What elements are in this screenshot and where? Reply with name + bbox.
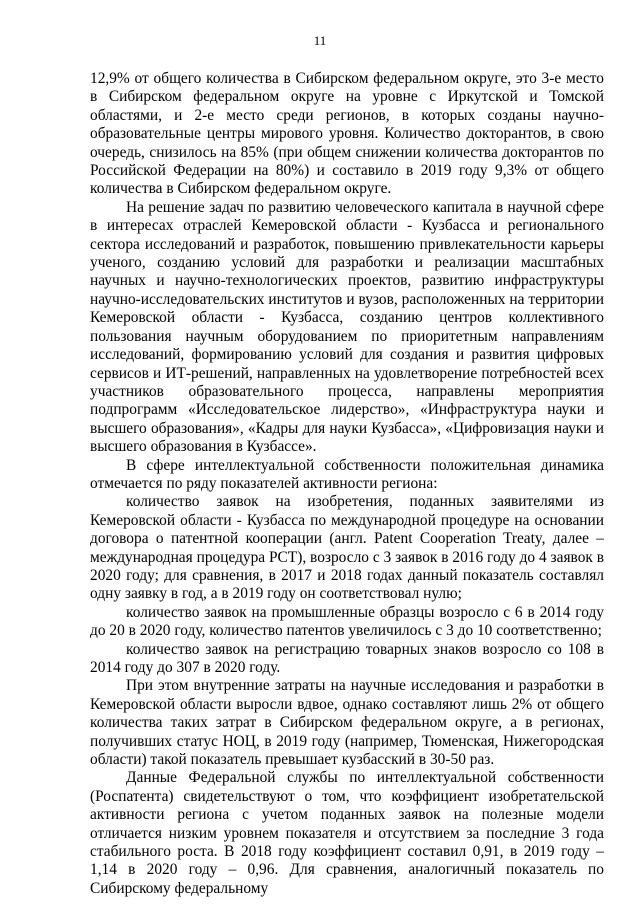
paragraph-doctoral-stats: 12,9% от общего количества в Сибирском федеральном округе, это 3-е место в Сибирском федеральном округе на уровне с Иркутской и Томской областями, и 2-е место среди регионов, в которых созданы научно-образовательные центры мирового уровня. Количество докторантов, в свою очередь, снизилось на 85% (при общем снижении количества докторантов по Российской Федерации на 80%) и составило в 2019 году 9,3% от общего количества в Сибирском федеральном округе. — [90, 70, 604, 198]
paragraph-human-capital: На решение задач по развитию человеческого капитала в научной сфере в интересах отраслей Кемеровской области - Кузбасса и регионального сектора исследований и разработок, повышению привлекательности карьеры ученого, созданию условий для разработки и реализации масштабных научных и научно-технологических проектов, развитию инфраструктуры научно-исследовательских институтов и вузов, расположенных на территории Кемеровской области - Кузбасса, созданию центров коллективного пользования научным оборудованием по приоритетным направлениям исследований, формированию условий для создания и развития цифровых сервисов и ИТ-решений, направленных на удовлетворение потребностей всех участников образовательного процесса, направлены мероприятия подпрограмм «Исследовательское лидерство», «Инфраструктура науки и высшего образования», «Кадры для науки Кузбасса», «Цифровизация науки и высшего образования в Кузбассе». — [90, 198, 604, 456]
page-number: 11 — [313, 33, 327, 48]
paragraph-trademarks: количество заявок на регистрацию товарных знаков возросло со 108 в 2014 году до 307 в 2020 году. — [90, 640, 604, 676]
paragraph-rd-expenditure: При этом внутренние затраты на научные исследования и разработки в Кемеровской области выросли вдвое, однако составляют лишь 2% от общего количества таких затрат в Сибирском федеральном округе, а в регионах, получивших статус НОЦ, в 2019 году (например, Тюменская, Нижегородская области) такой показатель превышает кузбасский в 30-50 раз. — [90, 677, 604, 769]
paragraph-industrial-designs: количество заявок на промышленные образцы возросло с 6 в 2014 году до 20 в 2020 году, количество патентов увеличилось с 3 до 10 соответственно; — [90, 603, 604, 640]
document-body — [90, 70, 604, 898]
paragraph-ip-intro: В сфере интеллектуальной собственности положительная динамика отмечается по ряду показателей активности региона: — [90, 456, 604, 492]
paragraph-pct-applications: количество заявок на изобретения, поданных заявителями из Кемеровской области - Кузбасса по международной процедуре на основании договора о патентной кооперации (англ. Patent Cooperation Treaty, далее – международная процедура PCT), возросло с 3 заявок в 2016 году до 4 заявок в 2020 году; для сравнения, в 2017 и 2018 годах данный показатель составлял одну заявку в год, а в 2019 году он соответствовал нулю; — [90, 493, 604, 603]
paragraph-rospatent: Данные Федеральной службы по интеллектуальной собственности (Роспатента) свидетельствуют о том, что коэффициент изобретательской активности региона с учетом поданных заявок на полезные модели отличается низким уровнем показателя и отсутствием за последние 3 года стабильного роста. В 2018 году коэффициент составил 0,91, в 2019 году – 1,14 в 2020 году – 0,96. Для сравнения, аналогичный показатель по Сибирскому федеральному — [90, 769, 604, 897]
